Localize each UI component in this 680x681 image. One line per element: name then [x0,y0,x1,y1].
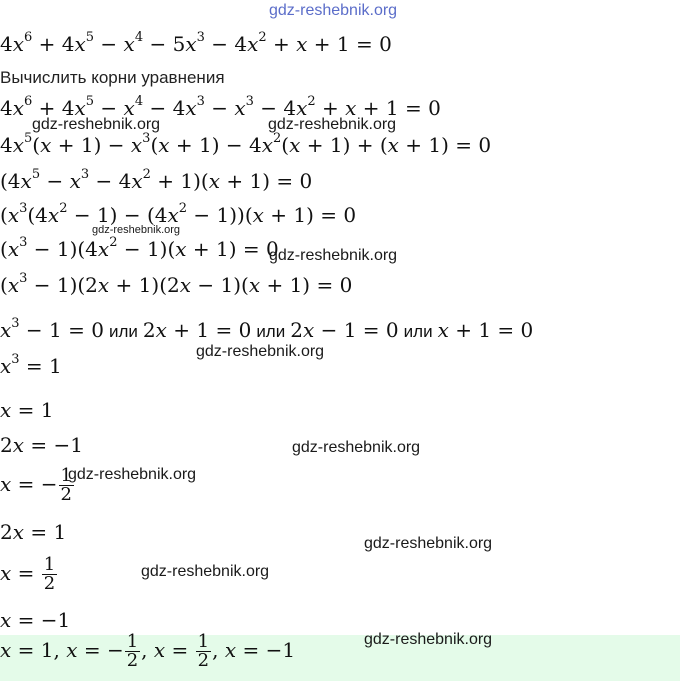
root-1: x = 1 [0,398,54,422]
equation-cube: $x^3 = 1$ [0,352,62,378]
equation-linear-2: 2x = 1 [0,520,67,544]
watermark: gdz-reshebnik.org [196,343,325,360]
equation-step-1: $4x^6 + 4x^5 - x^4 - 4x^3 - x^3 - 4x^2 + x + 1 = 0$ [0,94,441,120]
watermark: gdz-reshebnik.org [269,2,398,19]
final-answer: x = 1, x = − $\frac{1}{2}$ , x = $\frac{1}{2}$ , x = −1 [0,633,296,671]
task-heading: Вычислить корни уравнения [0,68,225,87]
root-2: x = − $\frac{1}{2}$ [0,467,72,505]
or-word: или [256,322,286,341]
equation-original: $4x^6 + 4x^5 - x^4 - 5x^3 - 4x^2 + x + 1 = 0$ [0,30,392,56]
watermark: gdz-reshebnik.org [364,631,493,648]
watermark: gdz-reshebnik.org [92,224,181,236]
or-word: или [403,322,433,341]
watermark: gdz-reshebnik.org [292,439,421,456]
watermark: gdz-reshebnik.org [32,116,161,133]
equation-step-6: $(x^3 - 1)(2x + 1)(2x - 1)(x + 1) = 0$ [0,271,353,297]
equation-step-4: $(x^3(4x^2 - 1) - (4x^2 - 1))(x + 1) = 0$ [0,201,357,227]
watermark: gdz-reshebnik.org [364,535,493,552]
equation-step-3: $(4x^5 - x^3 - 4x^2 + 1)(x + 1) = 0$ [0,167,313,193]
watermark: gdz-reshebnik.org [141,563,270,580]
watermark: gdz-reshebnik.org [269,247,398,264]
watermark: gdz-reshebnik.org [68,466,197,483]
watermark: gdz-reshebnik.org [268,116,397,133]
or-word: или [108,322,138,341]
root-3: x = $\frac{1}{2}$ [0,556,56,594]
equation-linear-1: 2x = −1 [0,433,83,457]
equation-cases: $x^3 - 1 = 0$ или 2x + 1 = 0 или 2x − 1 = 0 или x + 1 = 0 [0,316,534,342]
root-4: x = −1 [0,608,71,632]
equation-step-2: $4x^5(x + 1) - x^3(x + 1) - 4x^2(x + 1) + (x + 1) = 0$ [0,131,492,157]
equation-step-5: $(x^3 - 1)(4x^2 - 1)(x + 1) = 0$ [0,235,279,261]
